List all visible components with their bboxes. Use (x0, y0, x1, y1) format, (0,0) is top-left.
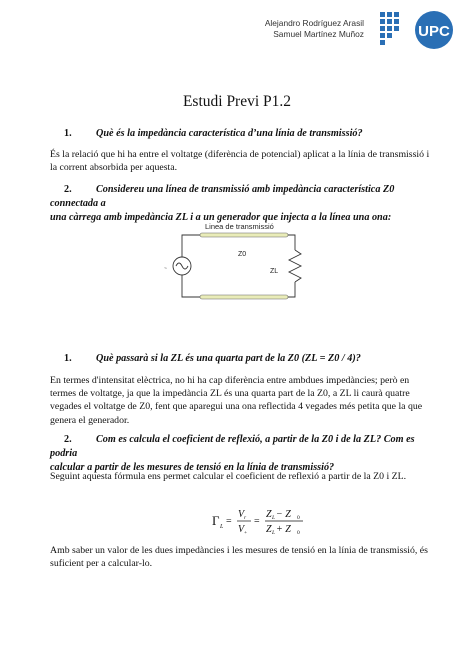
svg-text:V: V (238, 509, 245, 520)
upc-logo (380, 10, 460, 50)
transmission-line-circuit (160, 218, 310, 316)
svg-text:Z: Z (266, 524, 272, 535)
svg-text:+ Z: + Z (276, 524, 291, 535)
svg-text:=: = (254, 516, 260, 527)
author-1: Alejandro Rodríguez Arasil (264, 18, 364, 28)
z0-label: Z0 (238, 251, 247, 258)
svg-text:− Z: − Z (276, 509, 291, 520)
question-2: 2. Considereu una línea de transmissió amb impedància característica Z0 connectada a una càrrega amb impedància ZL i a un generador que injecta a la línea una ona: (50, 184, 395, 223)
svg-text:Γ: Γ (212, 513, 220, 528)
answer-4-intro: Seguint aquesta fórmula ens permet calcular el coeficient de reflexió a partir de la Z0 i ZL. (50, 471, 407, 482)
bottom-conductor (200, 295, 288, 299)
logo-text: UPC (418, 23, 450, 40)
svg-text:=: = (226, 516, 232, 527)
svg-text:0: 0 (297, 530, 300, 536)
top-conductor (200, 233, 288, 237)
reflection-coefficient-formula (208, 504, 328, 538)
question-4: 2. Com es calcula el coeficient de reflexió, a partir de la Z0 i de la ZL? Com es podria calcular a partir de les mesures de tensió en la línia de transmissió? (50, 434, 415, 473)
resistor-icon (289, 250, 301, 282)
source-label: ~ (164, 266, 167, 272)
svg-text:L: L (220, 524, 224, 530)
author-2: Samuel Martínez Muñoz (273, 29, 364, 39)
svg-text:V: V (238, 524, 245, 535)
answer-1: És la relació que hi ha entre el voltatge (diferència de potencial) aplicat a la línia de transmissió i la corrent absorbida per aquesta. (50, 149, 430, 174)
svg-text:+: + (244, 530, 248, 536)
svg-text:Z: Z (266, 509, 272, 520)
answer-4: Amb saber un valor de les dues impedàncies i les mesures de tensió en la línia de transmissió, és suficient per a calcular-lo. (50, 545, 428, 570)
svg-text:r: r (244, 515, 247, 521)
svg-text:L: L (272, 515, 276, 521)
line-label: Linea de transmissió (205, 222, 274, 231)
svg-text:L: L (272, 530, 276, 536)
zl-label: ZL (270, 268, 279, 275)
authors (265, 18, 364, 40)
answer-3: En termes d'intensitat elèctrica, no hi ha cap diferència entre ambdues impedàncies; però en termes de voltatge, ja que la impedància ZL és una quarta part de la Z0, a ZL li caurà quatre vegades el voltatge de Z0, fent que aparegui una ona reflectida 4 vegades més petita que la que genera el generador. (50, 375, 423, 426)
page-title: Estudi Previ P1.2 (182, 93, 292, 110)
svg-text:0: 0 (297, 515, 300, 521)
question-1: 1. Què és la impedància característica d’una línia de transmissió? (64, 128, 363, 139)
question-3: 1. Què passarà si la ZL és una quarta part de la Z0 (ZL = Z0 / 4)? (64, 353, 361, 364)
